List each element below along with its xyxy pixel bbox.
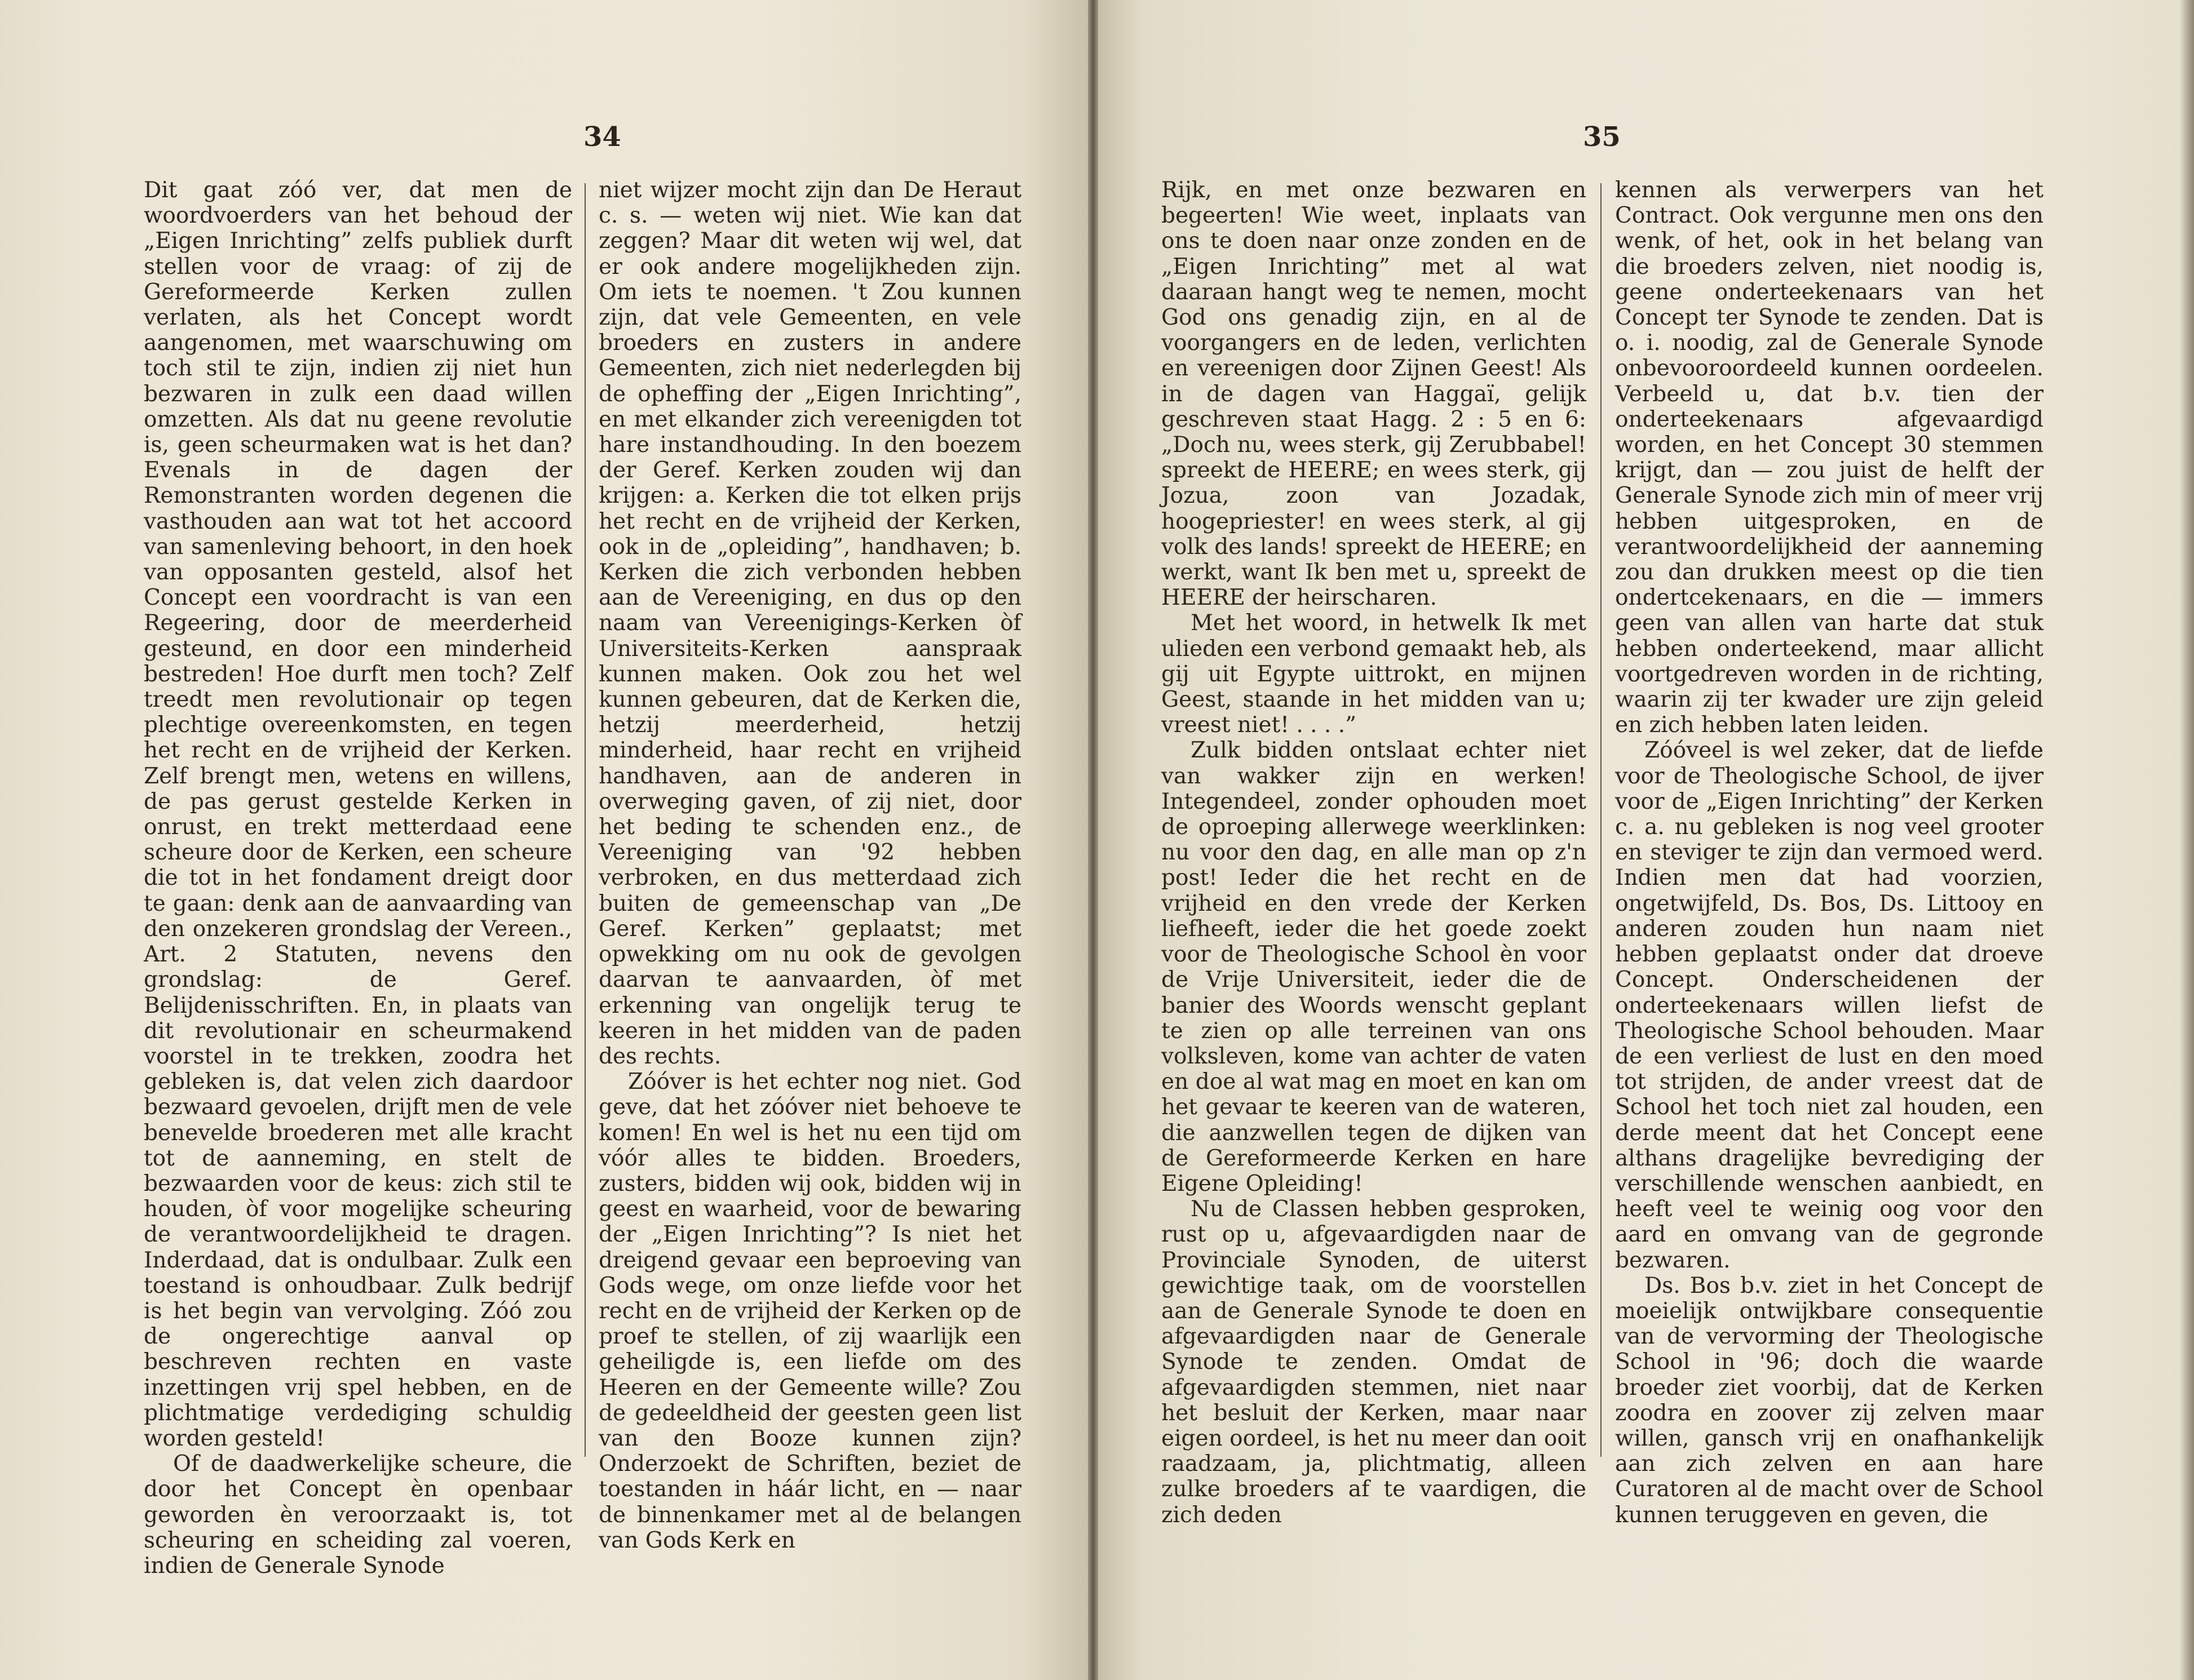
left-page (0, 0, 1088, 1680)
paragraph: niet wijzer mocht zijn dan De Heraut c. s. — weten wij niet. Wie kan dat zeggen? Maar dit weten wij wel, dat er ook andere mogelijkheden zijn. Om iets te noemen. 't Zou kunnen zijn, dat vele Gemeenten, en vele broeders en zusters in andere Gemeenten, zich niet nederlegden bij de opheffing der „Eigen Inrichting”, en met elkander zich vereenigden tot hare instandhouding. In den boezem der Geref. Kerken zouden wij dan krijgen: a. Kerken die tot elken prijs het recht en de vrijheid der Kerken, ook in de „opleiding”, handhaven; b. Kerken die zich verbonden hebben aan de Vereeniging, en dus op den naam van Vereenigings-Kerken òf Universiteits-Kerken aanspraak kunnen maken. Ook zou het wel kunnen gebeuren, dat de Kerken die, hetzij meerderheid, hetzij minderheid, haar recht en vrijheid handhaven, aan de anderen in overweging gaven, of zij niet, door het beding te schenden enz., de Vereeniging van '92 hebben verbroken, en dus metterdaad zich buiten de gemeenschap van „De Geref. Kerken” geplaatst; met opwekking om nu ook de gevolgen daarvan te aanvaarden, òf met erkenning van ongelijk terug te keeren in het midden van de paden des rechts. (599, 178, 1021, 1069)
paragraph: Zulk bidden ontslaat echter niet van wakker zijn en werken! Integendeel, zonder ophouden moet de oproeping allerwege weerklinken: nu voor den dag, en alle man op z'n post! Ieder die het recht en de vrijheid en den vrede der Kerken liefheeft, ieder die het goede zoekt voor de Theologische School èn voor de Vrije Universiteit, ieder die de banier des Woords wenscht geplant te zien op alle terreinen van ons volksleven, kome van achter de vaten en doe al wat mag en moet en kan om het gevaar te keeren van de wateren, die aanzwellen tegen de dijken van de Gereformeerde Kerken en hare Eigene Opleiding! (1161, 738, 1586, 1196)
right-page-column-2 (1615, 178, 2043, 1528)
paragraph: Met het woord, in hetwelk Ik met ulieden een verbond gemaakt heb, als gij uit Egypte uittrokt, en mijnen Geest, staande in het midden van u; vreest niet! . . . .” (1161, 610, 1586, 738)
paragraph: kennen als verwerpers van het Contract. Ook vergunne men ons den wenk, of het, ook in het belang van die broeders zelven, niet noodig is, geene onderteekenaars van het Concept ter Synode te zenden. Dat is o. i. noodig, zal de Generale Synode onbevooroordeeld kunnen oordeelen. Verbeeld u, dat b.v. tien der onderteekenaars afgevaardigd worden, en het Concept 30 stemmen krijgt, dan — zou juist de helft der Generale Synode zich min of meer vrij hebben uitgesproken, en de verantwoordelijkheid der aanneming zou dan drukken meest op die tien ondertcekenaars, en die — immers geen van allen van harte dat stuk hebben onderteekend, maar allicht voortgedreven worden in de richting, waarin zij ter kwader ure zijn geleid en zich hebben laten leiden. (1615, 178, 2043, 738)
book-gutter (1088, 0, 1098, 1680)
page-number-left: 34 (583, 121, 621, 153)
column-divider (585, 183, 586, 1457)
left-page-column-2 (599, 178, 1021, 1553)
left-page-column-1 (144, 178, 572, 1579)
paragraph: Dit gaat zóó ver, dat men de woordvoerders van het behoud der „Eigen Inrichting” zelfs publiek durft stellen voor de vraag: of zij de Gereformeerde Kerken zullen verlaten, als het Concept wordt aangenomen, met waarschuwing om toch stil te zijn, indien zij niet hun bezwaren in zulk een daad willen omzetten. Als dat nu geene revolutie is, geen scheurmaken wat is het dan? Evenals in de dagen der Remonstranten worden degenen die vasthouden aan wat tot het accoord van samenleving behoort, in den hoek van opposanten gesteld, alsof het Concept een voordracht is van een Regeering, door de meerderheid gesteund, en door een minderheid bestreden! Hoe durft men toch? Zelf treedt men revolutionair op tegen plechtige overeenkomsten, en tegen het recht en de vrijheid der Kerken. Zelf brengt men, wetens en willens, de pas gerust gestelde Kerken in onrust, en trekt metterdaad eene scheure door de Kerken, een scheure die tot in het fondament dreigt door te gaan: denk aan de aanvaarding van den onzekeren grondslag der Vereen., Art. 2 Statuten, nevens den grondslag: de Geref. Belijdenisschriften. En, in plaats van dit revolutionair en scheurmakend voorstel in te trekken, zoodra het gebleken is, dat velen zich daardoor bezwaard gevoelen, drijft men de vele benevelde broederen met alle kracht tot de aanneming, en stelt de bezwaarden voor de keus: zich stil te houden, òf voor mogelijke scheuring de verantwoordelijkheid te dragen. Inderdaad, dat is ondulbaar. Zulk een toestand is onhoudbaar. Zulk bedrijf is het begin van vervolging. Zóó zou de ongerechtige aanval op beschreven rechten en vaste inzettingen vrij spel hebben, en de plichtmatige verdediging schuldig worden gesteld! (144, 178, 572, 1451)
column-divider (1600, 183, 1602, 1457)
paragraph: Nu de Classen hebben gesproken, rust op u, afgevaardigden naar de Provinciale Synoden, de uiterst gewichtige taak, om de voorstellen aan de Generale Synode te doen en afgevaardigden naar de Generale Synode te zenden. Omdat de afgevaardigden stemmen, niet naar het besluit der Kerken, maar naar eigen oordeel, is het nu meer dan ooit raadzaam, ja, plichtmatig, alleen zulke broeders af te vaardigen, die zich deden (1161, 1196, 1586, 1528)
page-number-right: 35 (1583, 121, 1621, 153)
page-edge-shadow (2179, 0, 2194, 1680)
paragraph: Ds. Bos b.v. ziet in het Concept de moeielijk ontwijkbare consequentie van de vervorming der Theologische School in '96; doch die waarde broeder ziet voorbij, dat de Kerken zoodra en zoover zij zelven maar willen, gansch vrij en onafhankelijk aan zich zelven en aan hare Curatoren al de macht over de School kunnen teruggeven en geven, die (1615, 1273, 2043, 1528)
paragraph: Of de daadwerkelijke scheure, die door het Concept èn openbaar geworden èn veroorzaakt is, tot scheuring en scheiding zal voeren, indien de Generale Synode (144, 1451, 572, 1579)
paragraph: Zóóveel is wel zeker, dat de liefde voor de Theologische School, de ijver voor de „Eigen Inrichting” der Kerken c. a. nu gebleken is nog veel grooter en steviger te zijn dan vermoed werd. Indien men dat had voorzien, ongetwijfeld, Ds. Bos, Ds. Littooy en anderen zouden hun naam niet hebben geplaatst onder dat droeve Concept. Onderscheidenen der onderteekenaars willen liefst de Theologische School behouden. Maar de een verliest de lust en den moed tot strijden, de ander vreest dat de School het toch niet zal houden, een derde meent dat het Concept eene althans dragelijke bevrediging der verschillende wenschen aanbiedt, en heeft veel te weinig oog voor den aard en omvang van de gegronde bezwaren. (1615, 738, 2043, 1273)
right-page (1098, 0, 2194, 1680)
right-page-column-1 (1161, 178, 1586, 1528)
paragraph: Zóóver is het echter nog niet. God geve, dat het zóóver niet behoeve te komen! En wel is het nu een tijd om vóór alles te bidden. Broeders, zusters, bidden wij ook, bidden wij in geest en waarheid, voor de bewaring der „Eigen Inrichting”? Is niet het dreigend gevaar een beproeving van Gods wege, om onze liefde voor het recht en de vrijheid der Kerken op de proef te stellen, of zij waarlijk een geheiligde is, een liefde om des Heeren en der Gemeente wille? Zou de gedeeldheid der geesten geen list van den Booze kunnen zijn? Onderzoekt de Schriften, beziet de toestanden in háár licht, en — naar de binnenkamer met al de belangen van Gods Kerk en (599, 1069, 1021, 1553)
paragraph: Rijk, en met onze bezwaren en begeerten! Wie weet, inplaats van ons te doen naar onze zonden en de „Eigen Inrichting” met al wat daaraan hangt weg te nemen, mocht God ons genadig zijn, en al de voorgangers en de leden, verlichten en vereenigen door Zijnen Geest! Als in de dagen van Haggaï, gelijk geschreven staat Hagg. 2 : 5 en 6: „Doch nu, wees sterk, gij Zerubbabel! spreekt de HEERE; en wees sterk, gij Jozua, zoon van Jozadak, hoogepriester! en wees sterk, al gij volk des lands! spreekt de HEERE; en werkt, want Ik ben met u, spreekt de HEERE der heirscharen. (1161, 178, 1586, 611)
